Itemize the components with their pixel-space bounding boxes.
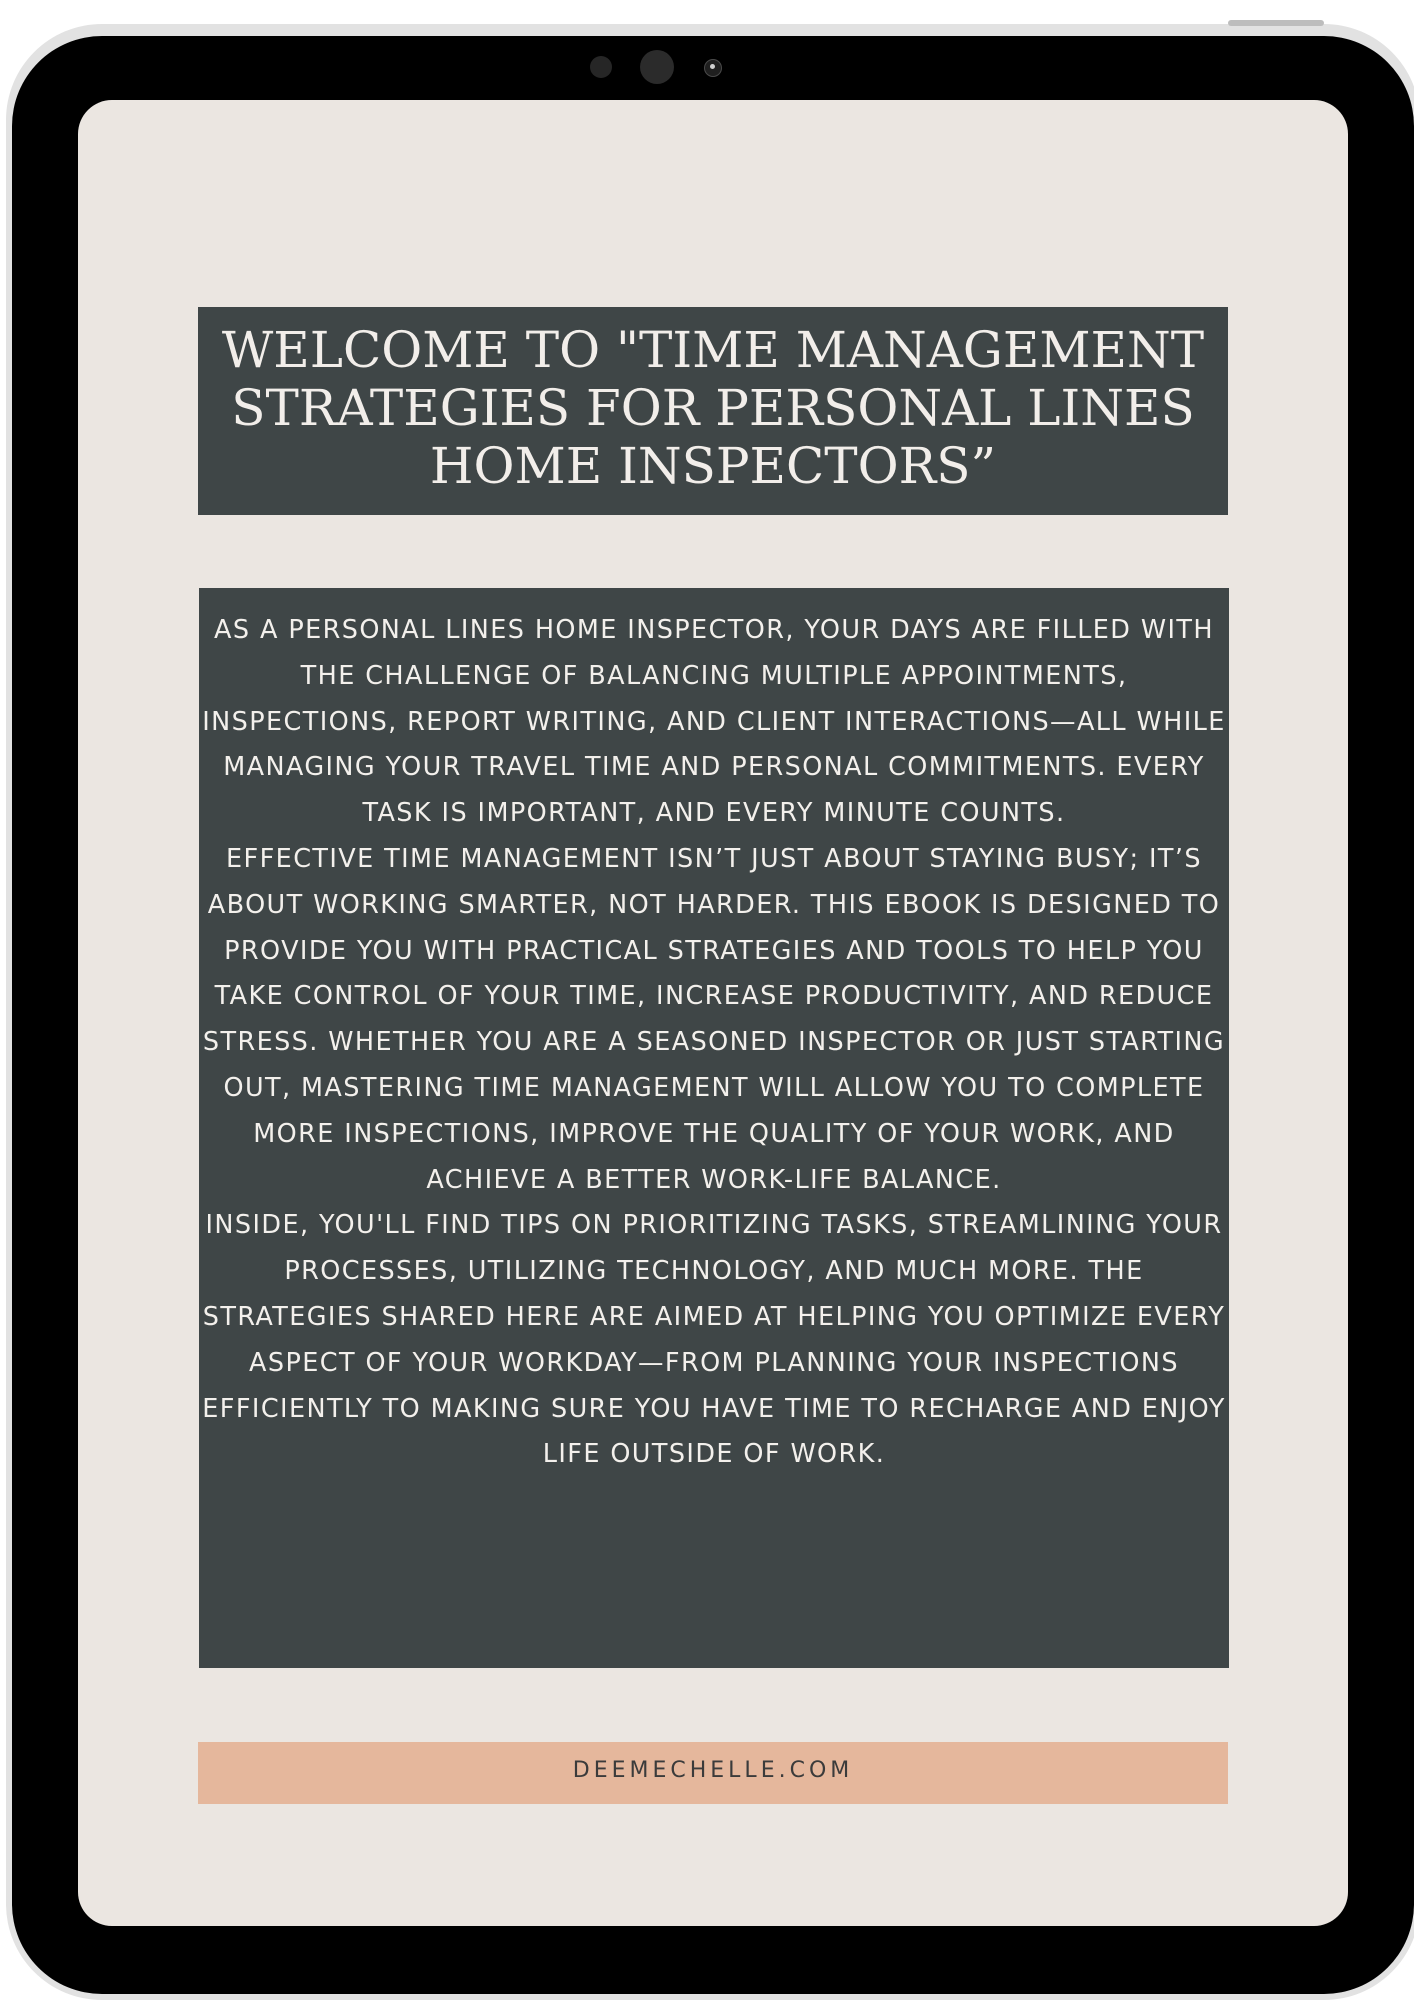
title-line-1: WELCOME TO "TIME MANAGEMENT	[221, 321, 1205, 379]
website-link[interactable]: DEEMECHELLE.COM	[198, 1742, 1228, 1804]
title-line-2: STRATEGIES FOR PERSONAL LINES	[231, 379, 1195, 437]
sensor-dot	[590, 56, 612, 78]
camera-flash-icon	[704, 59, 722, 77]
intro-paragraph-1: AS A PERSONAL LINES HOME INSPECTOR, YOUR DAYS ARE FILLED WITH THE CHALLENGE OF BALANCING MULTIPLE APPOINTMENTS, INSPECTIONS, REPORT WRITING, AND CLIENT INTERACTIONS—ALL WHILE MANAGING YOUR TRAVEL TIME AND PERSONAL COMMITMENTS. EVERY TASK IS IMPORTANT, AND EVERY MINUTE COUNTS.	[202, 615, 1226, 829]
tablet-screen	[78, 100, 1348, 1926]
intro-text-panel	[199, 588, 1229, 1668]
title-line-3: HOME INSPECTORS”	[429, 437, 997, 495]
intro-paragraph-3: INSIDE, YOU'LL FIND TIPS ON PRIORITIZING TASKS, STREAMLINING YOUR PROCESSES, UTILIZING TECHNOLOGY, AND MUCH MORE. THE STRATEGIES SHARED HERE ARE AIMED AT HELPING YOU OPTIMIZE EVERY ASPECT OF YOUR WORKDAY—FROM PLANNING YOUR INSPECTIONS EFFICIENTLY TO MAKING SURE YOU HAVE TIME TO RECHARGE AND ENJOY LIFE OUTSIDE OF WORK.	[202, 1210, 1226, 1470]
camera-lens-icon	[640, 50, 674, 84]
intro-paragraph-2: EFFECTIVE TIME MANAGEMENT ISN’T JUST ABOUT STAYING BUSY; IT’S ABOUT WORKING SMARTER, NOT HARDER. THIS EBOOK IS DESIGNED TO PROVIDE YOU WITH PRACTICAL STRATEGIES AND TOOLS TO HELP YOU TAKE CONTROL OF YOUR TIME, INCREASE PRODUCTIVITY, AND REDUCE STRESS. WHETHER YOU ARE A SEASONED INSPECTOR OR JUST STARTING OUT, MASTERING TIME MANAGEMENT WILL ALLOW YOU TO COMPLETE MORE INSPECTIONS, IMPROVE THE QUALITY OF YOUR WORK, AND ACHIEVE A BETTER WORK-LIFE BALANCE.	[202, 843, 1226, 1195]
page-title	[198, 307, 1228, 515]
tablet-side-button	[1228, 20, 1324, 26]
